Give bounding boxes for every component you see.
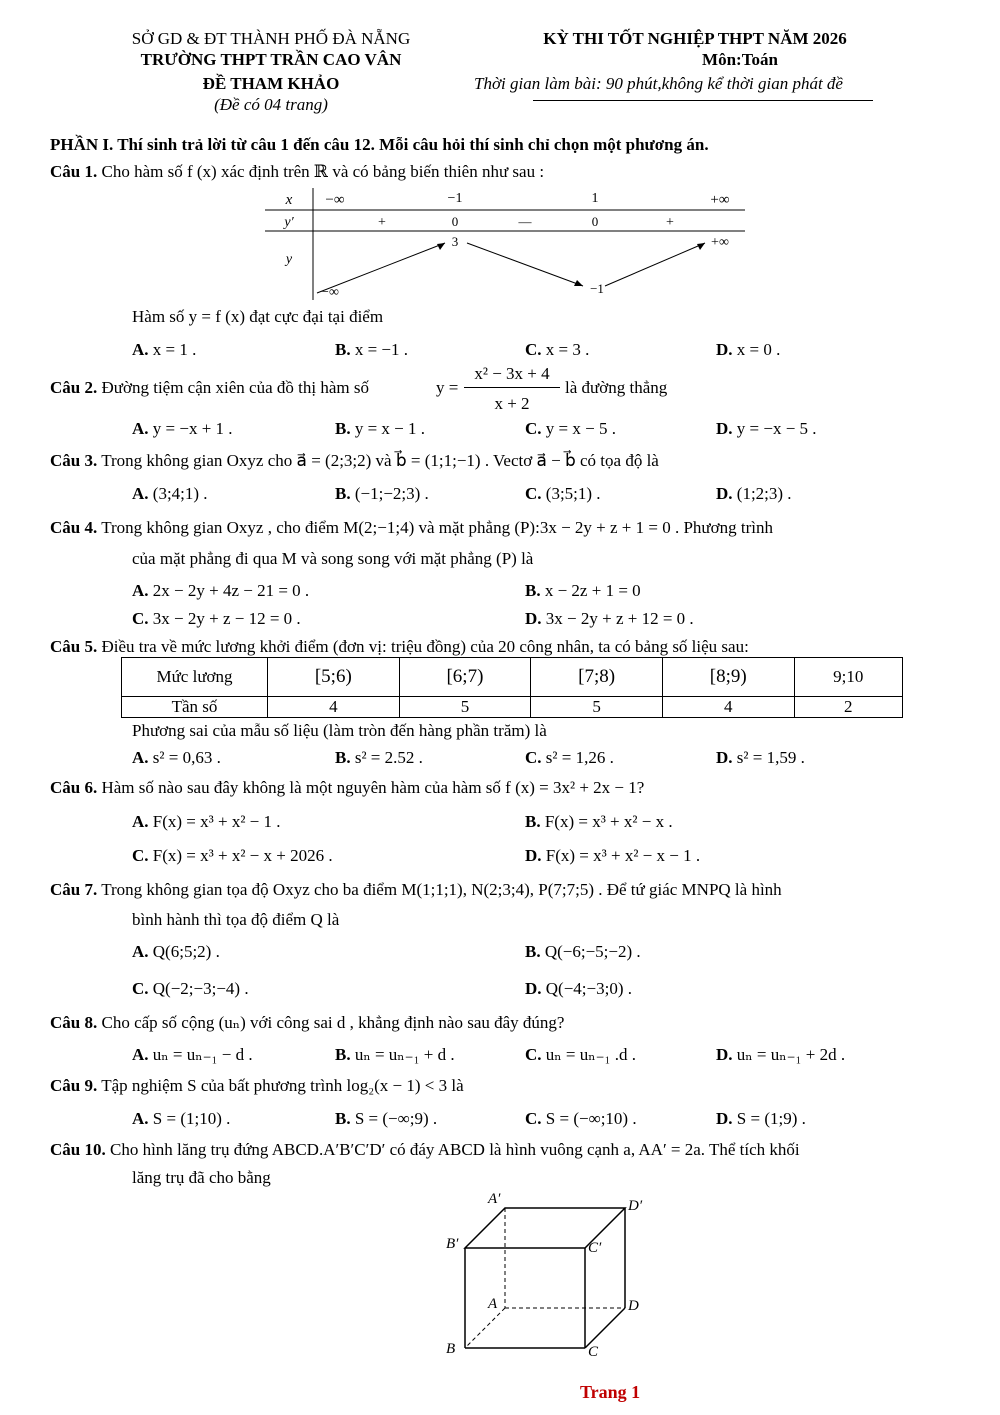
q7-stem: Câu 7. Trong không gian tọa độ Oxyz cho ba điểm M(1;1;1), N(2;3;4), P(7;7;5) . Để tứ giác MNPQ là hình [50,880,782,899]
q8-stem: Câu 8. Cho cấp số cộng (uₙ) với công sai d , khẳng định nào sau đây đúng? [50,1013,565,1032]
vt-s1: + [378,215,386,230]
fig-label-c: C [588,1344,599,1360]
fig-label-d: D [628,1298,639,1314]
q5-sub: Phương sai của mẫu số liệu (làm tròn đến hàng phần trăm) là [132,721,547,740]
q6-option-a[interactable]: A. F(x) = x³ + x² − 1 . [132,812,281,831]
vt-z1: 0 [451,214,459,229]
q5-stem: Câu 5. Điều tra về mức lương khởi điểm (đơn vị: triệu đồng) của 20 công nhân, ta có bảng số liệu sau: [50,637,749,656]
vt-v1: −1 [590,281,604,296]
q5-freq-cell: 2 [794,697,902,718]
q5-option-b[interactable]: B. s² = 2.52 . [335,748,423,767]
q1-stem [50,162,544,182]
part1-heading: PHẦN I. Thí sinh trả lời từ câu 1 đến câu 12. Mỗi câu hỏi thí sinh chỉ chọn một phương án. [50,135,709,154]
q5-header-cell: [7;8) [531,658,663,697]
q1-label: Câu 1. [50,162,98,181]
header-page-count: (Đề có 04 trang) [214,95,328,114]
q7-stem2: bình hành thì tọa độ điểm Q là [132,910,340,929]
q8-option-b[interactable]: B. uₙ = uₙ₋₁ + d . [335,1045,455,1064]
q1-option-a[interactable]: A. x = 1 . [132,340,197,359]
vt-x1: −1 [447,191,463,206]
fig-label-c1: C′ [588,1240,602,1256]
vt-s3: + [666,215,674,230]
q2-stem: Câu 2. Đường tiệm cận xiên của đồ thị hàm số [50,378,369,397]
vt-s2: — [518,214,532,229]
q10-stem: Câu 10. Cho hình lăng trụ đứng ABCD.A′B′C′D′ có đáy ABCD là hình vuông cạnh a, AA′ = 2a. Thể tích khối [50,1140,800,1159]
q7-option-d[interactable]: D. Q(−4;−3;0) . [525,979,633,998]
q1-variation-table [265,188,745,300]
vt-xm: −∞ [325,192,345,208]
fig-label-d1: D′ [628,1198,643,1214]
q4-stem2: của mặt phẳng đi qua M và song song với mặt phẳng (P) là [132,549,534,568]
q9-stem: Câu 9. Tập nghiệm S của bất phương trình log₂(x − 1) < 3 là [50,1076,464,1095]
q6-option-d[interactable]: D. F(x) = x³ + x² − x − 1 . [525,846,701,865]
q5-freq-cell: 5 [531,697,663,718]
q3-option-a[interactable]: A. (3;4;1) . [132,484,208,503]
page-number: Trang 1 [580,1382,641,1402]
q8-option-d[interactable]: D. uₙ = uₙ₋₁ + 2d . [716,1045,846,1064]
q2-option-a[interactable]: A. y = −x + 1 . [132,419,233,438]
header-exam-type: ĐỀ THAM KHẢO [202,74,340,93]
q9-option-c[interactable]: C. S = (−∞;10) . [525,1109,637,1128]
q4-stem: Câu 4. Trong không gian Oxyz , cho điểm M(2;−1;4) và mặt phẳng (P):3x − 2y + z + 1 = 0 . Phương trình [50,518,773,537]
fig-label-a: A [488,1296,498,1312]
q5-header-cell: [5;6) [268,658,400,697]
q5-freq-cell: Tần số [122,697,268,718]
q2-denominator: x + 2 [494,394,530,413]
header-underline [533,100,873,101]
q1-text: Cho hàm số f (x) xác định trên ℝ và có bảng biến thiên như sau : [101,162,545,181]
q4-option-a[interactable]: A. 2x − 2y + 4z − 21 = 0 . [132,581,310,600]
q2-frac-lhs: y = [436,378,459,397]
q5-header-cell: [8;9) [662,658,794,697]
q2-option-b[interactable]: B. y = x − 1 . [335,419,426,438]
q4-option-c[interactable]: C. 3x − 2y + z − 12 = 0 . [132,609,301,628]
q5-data-table [121,657,903,718]
q7-option-c[interactable]: C. Q(−2;−3;−4) . [132,979,249,998]
q7-option-a[interactable]: A. Q(6;5;2) . [132,942,220,961]
q10-stem2: lăng trụ đã cho bằng [132,1168,271,1187]
vt-vm: −∞ [321,285,339,300]
q6-option-c[interactable]: C. F(x) = x³ + x² − x + 2026 . [132,846,333,865]
header-exam-title: KỲ THI TỐT NGHIỆP THPT NĂM 2026 [543,29,847,48]
header-dept: SỞ GD & ĐT THÀNH PHỐ ĐÀ NẴNG [131,29,411,48]
q9-option-a[interactable]: A. S = (1;10) . [132,1109,231,1128]
q1-option-c[interactable]: C. x = 3 . [525,340,590,359]
fig-label-a1: A′ [488,1191,501,1207]
q2-option-d[interactable]: D. y = −x − 5 . [716,419,817,438]
q2-tail: là đường thẳng [565,378,668,397]
q5-freq-cell: 5 [399,697,531,718]
q8-option-c[interactable]: C. uₙ = uₙ₋₁ .d . [525,1045,636,1064]
q5-option-c[interactable]: C. s² = 1,26 . [525,748,614,767]
q5-header-cell: 9;10 [794,658,902,697]
vt-yp: y′ [284,215,294,230]
q10-prism-figure [440,1188,660,1363]
vt-x: x [285,192,293,208]
q5-header-cell: Mức lương [122,658,268,697]
q6-option-b[interactable]: B. F(x) = x³ + x² − x . [525,812,673,831]
q7-option-b[interactable]: B. Q(−6;−5;−2) . [525,942,641,961]
q1-sub: Hàm số y = f (x) đạt cực đại tại điểm [132,307,384,326]
vt-xp: +∞ [710,192,730,208]
vt-z2: 0 [591,214,599,229]
vt-y: y [285,252,293,267]
header-subject: Môn:Toán [702,50,778,69]
q9-option-d[interactable]: D. S = (1;9) . [716,1109,806,1128]
q5-option-a[interactable]: A. s² = 0,63 . [132,748,221,767]
q2-frac-bar [464,387,560,388]
q3-option-c[interactable]: C. (3;5;1) . [525,484,601,503]
q1-option-d[interactable]: D. x = 0 . [716,340,781,359]
q2-option-c[interactable]: C. y = x − 5 . [525,419,616,438]
q5-header-cell: [6;7) [399,658,531,697]
q5-option-d[interactable]: D. s² = 1,59 . [716,748,805,767]
q2-numerator: x² − 3x + 4 [474,364,550,383]
q5-freq-cell: 4 [268,697,400,718]
vt-x2: 1 [591,191,599,206]
q5-freq-cell: 4 [662,697,794,718]
q8-option-a[interactable]: A. uₙ = uₙ₋₁ − d . [132,1045,253,1064]
header-time: Thời gian làm bài: 90 phút,không kể thời gian phát đề [474,74,843,93]
q6-stem: Câu 6. Hàm số nào sau đây không là một nguyên hàm của hàm số f (x) = 3x² + 2x − 1? [50,778,645,797]
fig-label-b1: B′ [446,1236,459,1252]
q3-option-d[interactable]: D. (1;2;3) . [716,484,792,503]
fig-label-b: B [446,1341,456,1357]
q3-option-b[interactable]: B. (−1;−2;3) . [335,484,429,503]
vt-vp: +∞ [711,235,729,250]
q1-option-b[interactable]: B. x = −1 . [335,340,409,359]
q9-option-b[interactable]: B. S = (−∞;9) . [335,1109,438,1128]
q4-option-d[interactable]: D. 3x − 2y + z + 12 = 0 . [525,609,694,628]
vt-v3: 3 [451,234,459,249]
q3-stem: Câu 3. Trong không gian Oxyz cho a⃗ = (2;3;2) và b⃗ = (1;1;−1) . Vectơ a⃗ − b⃗ có tọa độ là [50,451,659,470]
q4-option-b[interactable]: B. x − 2z + 1 = 0 [525,581,641,600]
header-school: TRƯỜNG THPT TRẦN CAO VÂN [140,50,402,69]
